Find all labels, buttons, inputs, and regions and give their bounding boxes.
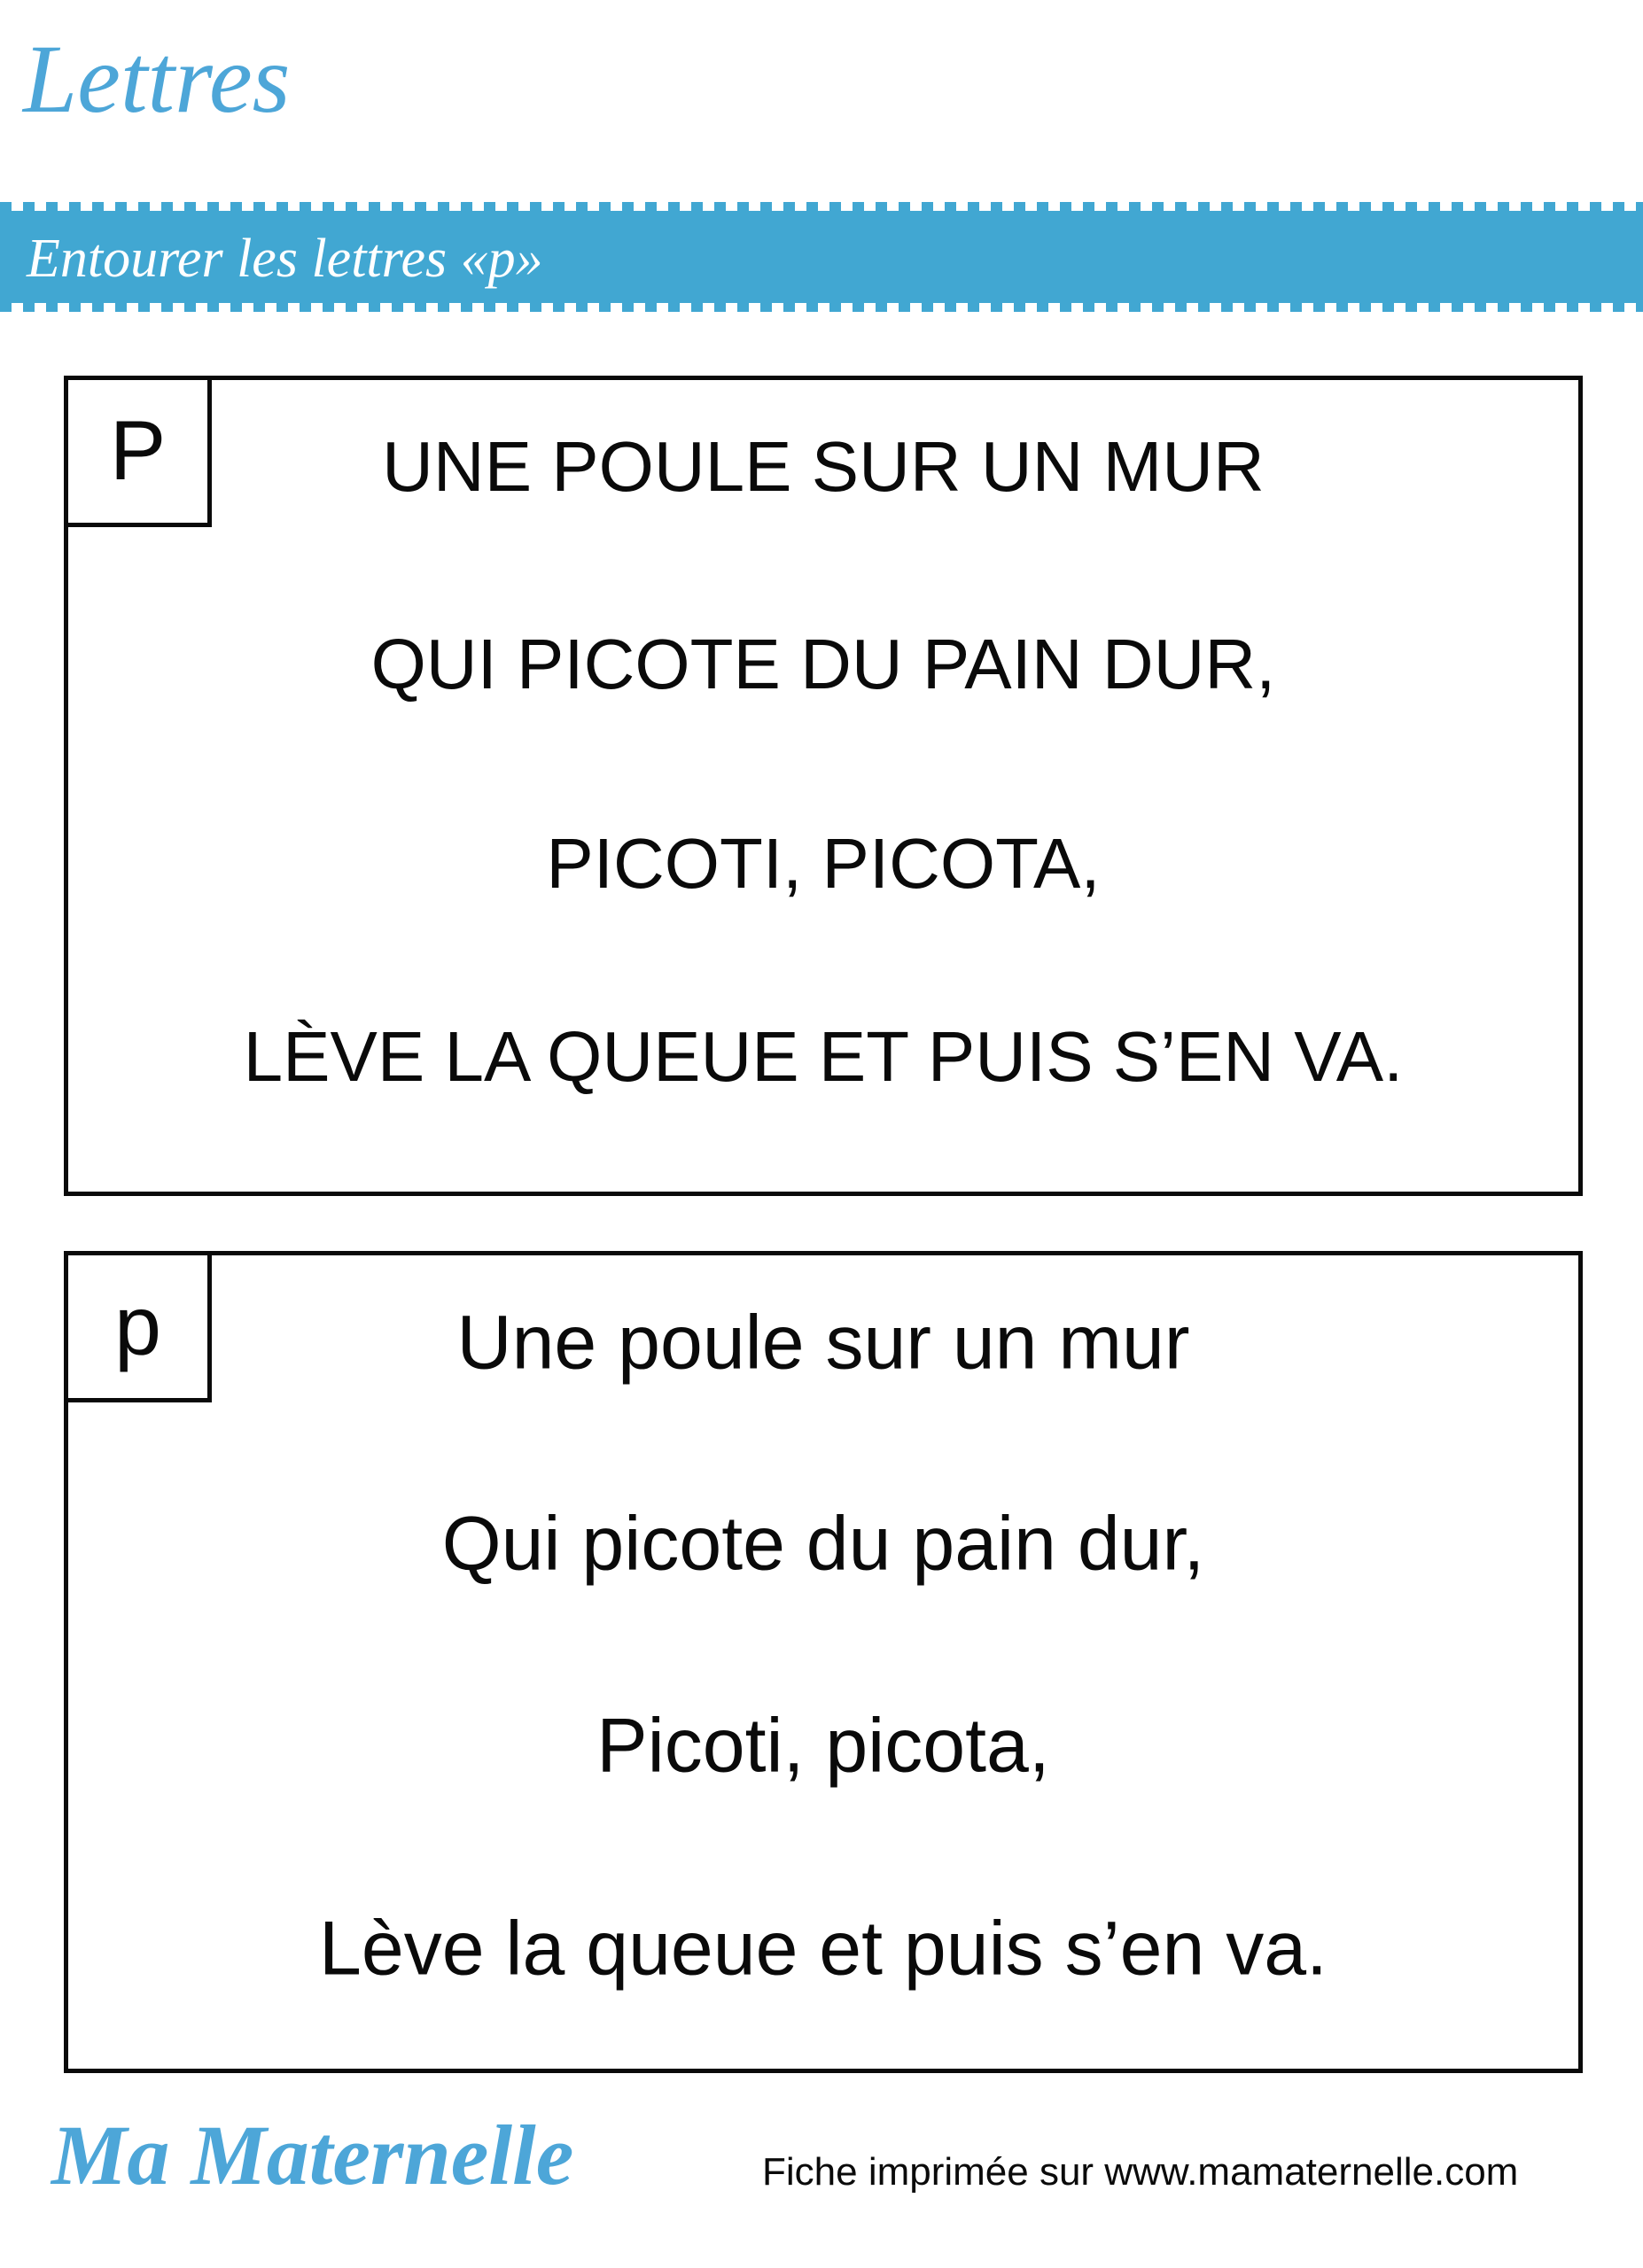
lowercase-letter: p [114, 1279, 161, 1373]
lowercase-verse-box [64, 1251, 1583, 2073]
verse-line-2: Qui picote du pain dur, [441, 1501, 1205, 1587]
uppercase-letter: P [109, 404, 167, 498]
instruction-banner [0, 211, 1643, 303]
brand-logo: Ma Maternelle [51, 2108, 574, 2202]
verse-line-4: Lève la queue et puis s’en va. [319, 1906, 1328, 1992]
verse-line-3: Picoti, picota, [596, 1703, 1050, 1789]
verse-line-2: QUI PICOTE DU PAIN DUR, [370, 625, 1276, 703]
verse-line-1: Une poule sur un mur [456, 1300, 1190, 1386]
print-note: Fiche imprimée sur www.mamaternelle.com [762, 2150, 1519, 2194]
verse-line-3: PICOTI, PICOTA, [546, 824, 1101, 903]
uppercase-verse-box [64, 376, 1583, 1196]
verse-line-1: UNE POULE SUR UN MUR [382, 427, 1265, 506]
worksheet-title: Lettres [23, 25, 291, 133]
instruction-text: Entourer les lettres «p» [27, 229, 543, 289]
verse-line-4: LÈVE LA QUEUE ET PUIS S’EN VA. [243, 1017, 1404, 1096]
